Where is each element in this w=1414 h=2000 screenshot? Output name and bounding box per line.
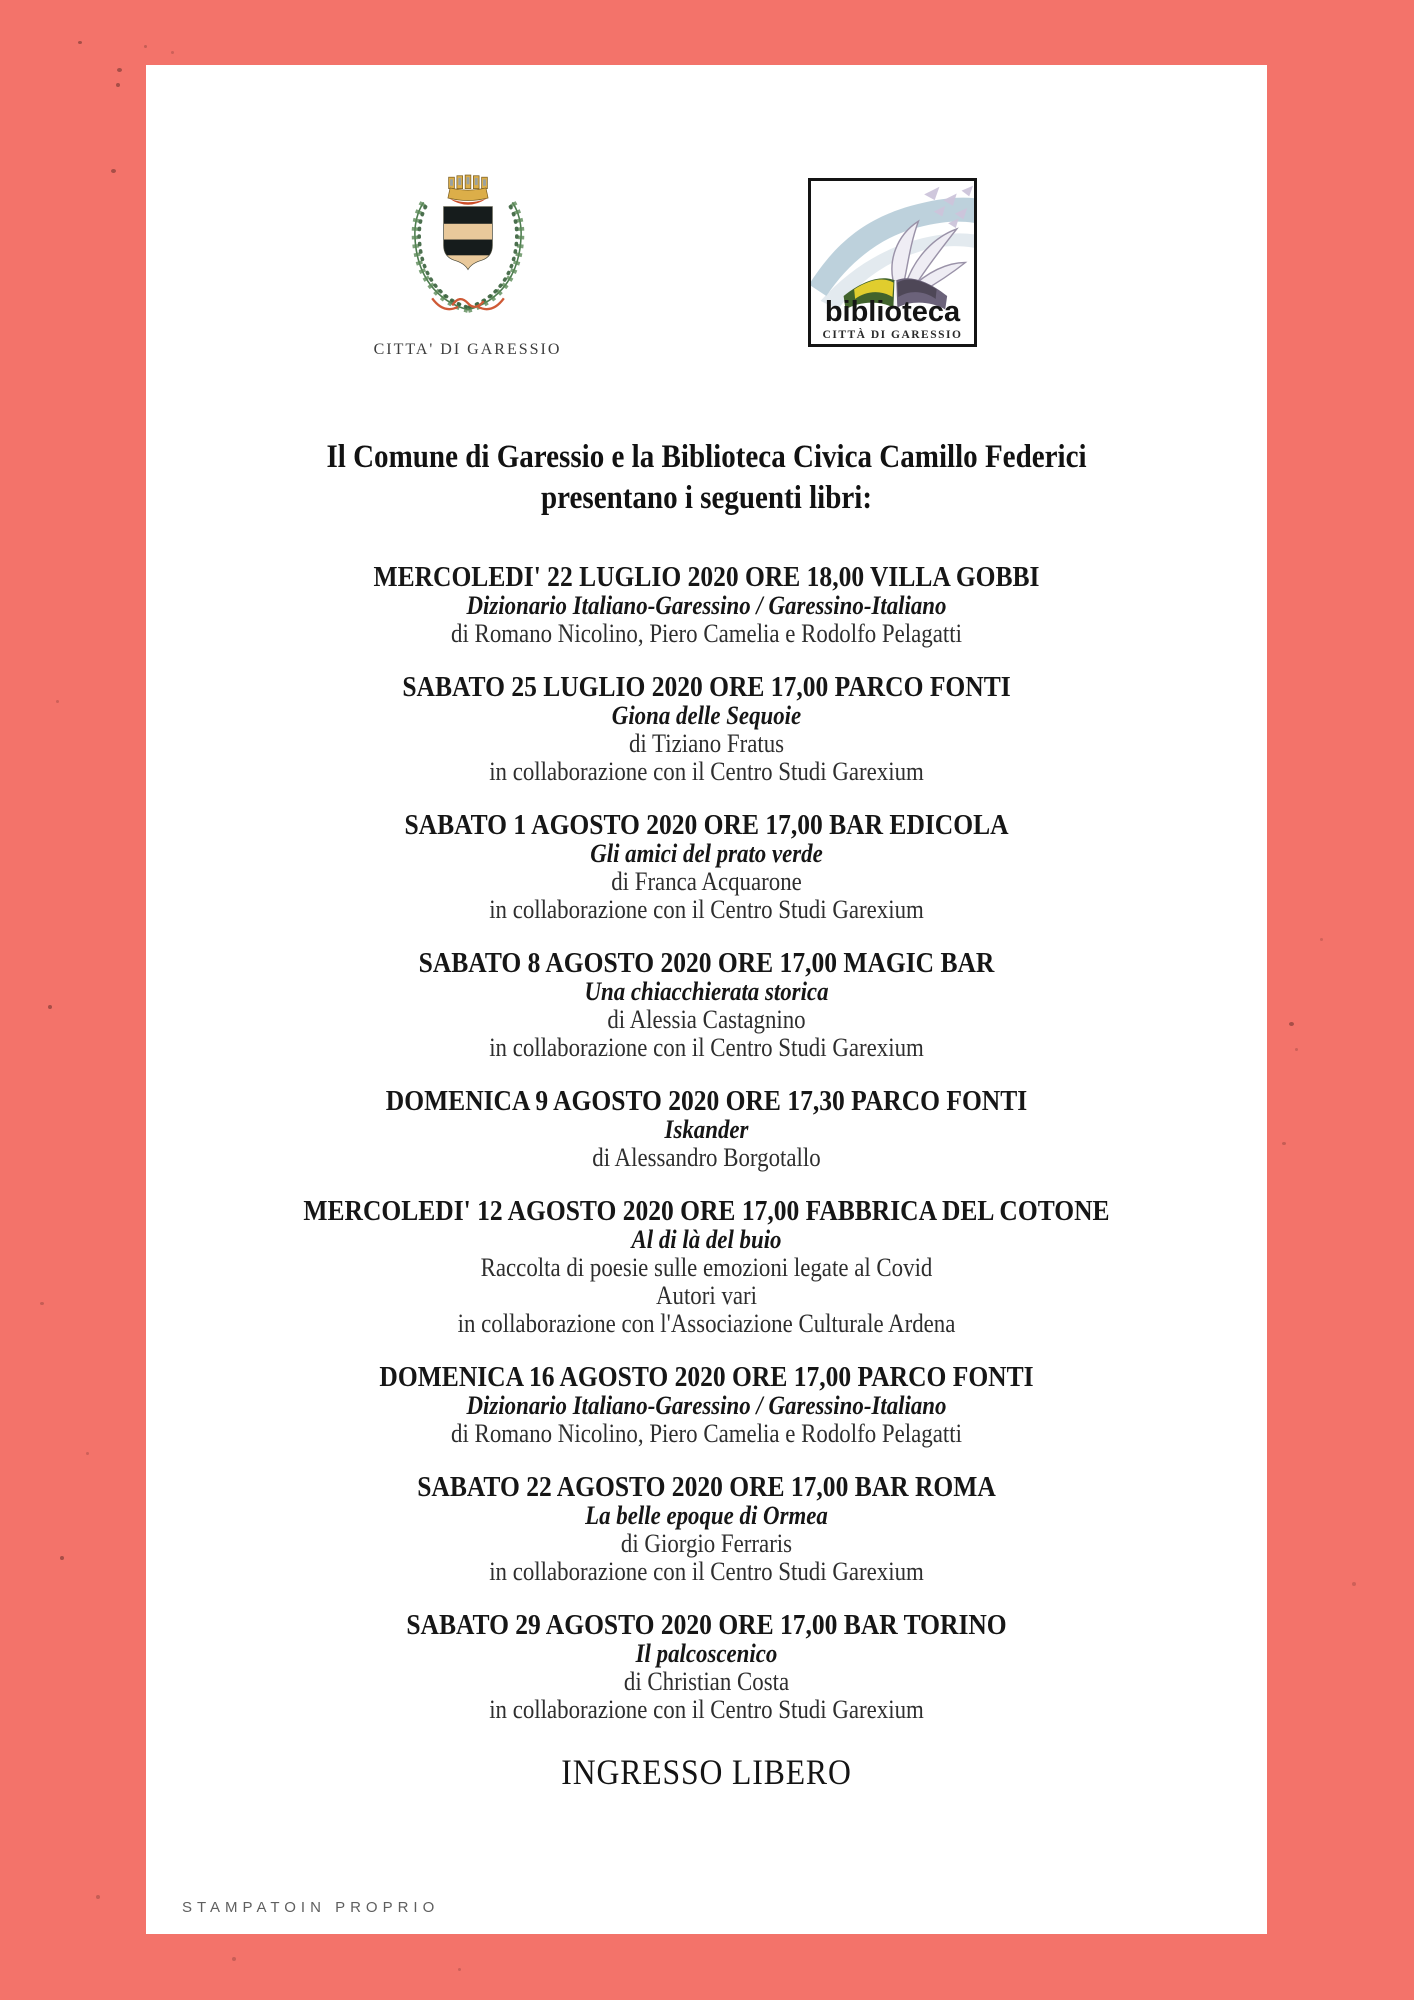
biblioteca-logo-caption: CITTÀ DI GARESSIO bbox=[822, 329, 963, 341]
event-block bbox=[146, 1610, 1267, 1724]
event-lines bbox=[146, 868, 1267, 924]
event-heading: SABATO 22 AGOSTO 2020 ORE 17,00 BAR ROMA bbox=[417, 1471, 996, 1503]
event-heading: SABATO 25 LUGLIO 2020 ORE 17,00 PARCO FONTI bbox=[402, 671, 1011, 703]
event-block bbox=[146, 1472, 1267, 1586]
event-block bbox=[146, 810, 1267, 924]
event-book-title: La belle epoque di Ormea bbox=[585, 1501, 828, 1530]
event-heading: DOMENICA 9 AGOSTO 2020 ORE 17,30 PARCO FONTI bbox=[385, 1085, 1028, 1117]
event-detail-line: in collaborazione con il Centro Studi Garexium bbox=[489, 757, 924, 786]
event-heading: SABATO 29 AGOSTO 2020 ORE 17,00 BAR TORINO bbox=[406, 1609, 1007, 1641]
event-detail-line: di Christian Costa bbox=[623, 1667, 790, 1696]
event-heading: SABATO 1 AGOSTO 2020 ORE 17,00 BAR EDICOLA bbox=[404, 809, 1009, 841]
event-book-title: Gli amici del prato verde bbox=[590, 839, 823, 868]
printed-in-house-note: STAMPATOIN PROPRIO bbox=[182, 1899, 440, 1916]
event-heading: DOMENICA 16 AGOSTO 2020 ORE 17,00 PARCO FONTI bbox=[379, 1361, 1034, 1393]
event-detail-line: di Tiziano Fratus bbox=[628, 729, 785, 758]
event-detail-line: di Romano Nicolino, Piero Camelia e Rodolfo Pelagatti bbox=[451, 619, 962, 648]
event-book-title: Al di là del buio bbox=[631, 1225, 782, 1254]
title-line-2: presentano i seguenti libri: bbox=[540, 480, 873, 516]
title-line-1: Il Comune di Garessio e la Biblioteca Civica Camillo Federici bbox=[326, 439, 1087, 475]
events-list bbox=[146, 562, 1267, 1748]
event-detail-line: di Franca Acquarone bbox=[611, 867, 802, 896]
event-detail-line: di Alessandro Borgotallo bbox=[592, 1143, 821, 1172]
event-block bbox=[146, 1196, 1267, 1338]
event-book-title: Una chiacchierata storica bbox=[584, 977, 829, 1006]
event-detail-line: Autori vari bbox=[655, 1281, 758, 1310]
event-detail-line: in collaborazione con il Centro Studi Garexium bbox=[489, 1033, 924, 1062]
biblioteca-logo bbox=[808, 178, 977, 347]
crown-icon bbox=[447, 175, 487, 205]
event-block bbox=[146, 1086, 1267, 1172]
event-block bbox=[146, 948, 1267, 1062]
event-block bbox=[146, 1362, 1267, 1448]
event-book-title: Dizionario Italiano-Garessino / Garessino-Italiano bbox=[466, 591, 947, 620]
event-lines bbox=[146, 1420, 1267, 1448]
event-lines bbox=[146, 1144, 1267, 1172]
event-lines bbox=[146, 1254, 1267, 1338]
event-book-title: Dizionario Italiano-Garessino / Garessino-Italiano bbox=[466, 1391, 947, 1420]
event-detail-line: Raccolta di poesie sulle emozioni legate al Covid bbox=[480, 1253, 933, 1282]
event-heading: MERCOLEDI' 22 LUGLIO 2020 ORE 18,00 VILLA GOBBI bbox=[373, 561, 1040, 593]
event-detail-line: di Giorgio Ferraris bbox=[620, 1529, 793, 1558]
event-book-title: Il palcoscenico bbox=[635, 1639, 778, 1668]
comune-logo bbox=[335, 165, 600, 359]
event-block bbox=[146, 562, 1267, 648]
biblioteca-logo-label: biblioteca bbox=[824, 296, 961, 328]
event-lines bbox=[146, 620, 1267, 648]
coat-of-arms-icon bbox=[389, 165, 547, 337]
event-book-title: Giona delle Sequoie bbox=[611, 701, 802, 730]
free-entry-notice: INGRESSO LIBERO bbox=[561, 1752, 852, 1792]
event-heading: SABATO 8 AGOSTO 2020 ORE 17,00 MAGIC BAR bbox=[418, 947, 995, 979]
event-lines bbox=[146, 1006, 1267, 1062]
poster-title bbox=[146, 437, 1267, 519]
event-detail-line: in collaborazione con il Centro Studi Garexium bbox=[489, 1557, 924, 1586]
event-detail-line: in collaborazione con l'Associazione Culturale Ardena bbox=[457, 1309, 956, 1338]
event-detail-line: di Romano Nicolino, Piero Camelia e Rodolfo Pelagatti bbox=[451, 1419, 962, 1448]
event-detail-line: di Alessia Castagnino bbox=[607, 1005, 806, 1034]
event-heading: MERCOLEDI' 12 AGOSTO 2020 ORE 17,00 FABBRICA DEL COTONE bbox=[303, 1195, 1110, 1227]
event-detail-line: in collaborazione con il Centro Studi Garexium bbox=[489, 895, 924, 924]
event-lines bbox=[146, 730, 1267, 786]
flyer-page bbox=[146, 65, 1267, 1934]
comune-logo-caption: CITTA' DI GARESSIO bbox=[373, 341, 562, 358]
event-lines bbox=[146, 1668, 1267, 1724]
event-lines bbox=[146, 1530, 1267, 1586]
event-detail-line: in collaborazione con il Centro Studi Garexium bbox=[489, 1695, 924, 1724]
event-book-title: Iskander bbox=[664, 1115, 749, 1144]
event-block bbox=[146, 672, 1267, 786]
